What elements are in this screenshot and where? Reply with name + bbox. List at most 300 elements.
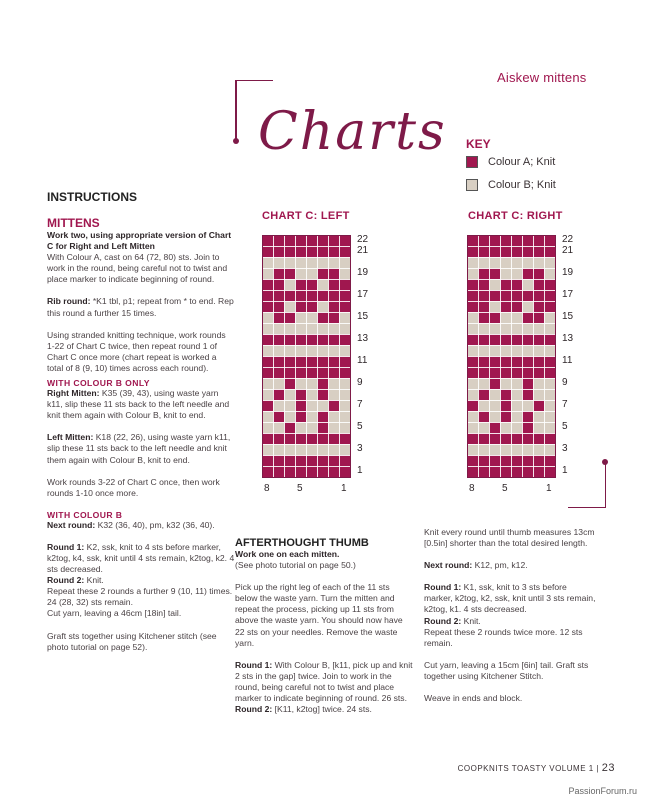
chart-cell [307, 280, 318, 291]
chart-cell [307, 423, 318, 434]
chart-cell [274, 324, 285, 335]
chart-cell [468, 335, 479, 346]
chart-cell [329, 401, 340, 412]
chart-cell [479, 269, 490, 280]
chart-row-label: 1 [562, 465, 568, 476]
chart-cell [263, 280, 274, 291]
chart-cell [545, 269, 556, 280]
chart-cell [296, 379, 307, 390]
chart-cell [307, 445, 318, 456]
chart-cell [296, 467, 307, 478]
chart-cell [340, 269, 351, 280]
chart-cell [490, 423, 501, 434]
chart-cell [523, 269, 534, 280]
next-text: K12, pm, k12. [472, 560, 528, 571]
chart-cell [340, 346, 351, 357]
chart-cell [501, 258, 512, 269]
chart-cell [263, 324, 274, 335]
paragraph: With Colour A, cast on 64 (72, 80) sts. Join to work in the round, being careful not to twist and place marker to indicate beginning of round. [47, 252, 228, 285]
chart-cell [285, 357, 296, 368]
chart-cell [468, 401, 479, 412]
chart-cell [545, 258, 556, 269]
key-label: Colour B; Knit [488, 179, 556, 191]
paragraph: Cut yarn, leaving a 15cm [6in] tail. Graft sts together using Kitchener Stitch. [424, 659, 589, 681]
chart-cell [263, 368, 274, 379]
chart-cell [274, 423, 285, 434]
corner-line-horizontal-br [568, 507, 606, 508]
chart-cell [340, 258, 351, 269]
chart-cell [523, 445, 534, 456]
chart-cell [512, 379, 523, 390]
right-text: K35 (39, 43), using waste yarn k11, slip these 11 sts back to the left needle and knit them again with Colour B, knit to end. [47, 388, 230, 421]
chart-cell [263, 423, 274, 434]
chart-cell [490, 291, 501, 302]
round-label: Round 2: [235, 704, 273, 715]
chart-cell [512, 412, 523, 423]
chart-cell [285, 269, 296, 280]
chart-cell [296, 434, 307, 445]
chart-cell [296, 236, 307, 247]
thumb-subtitle [235, 549, 413, 571]
chart-right-title: CHART C: RIGHT [468, 210, 563, 222]
chart-cell [274, 434, 285, 445]
chart-cell [479, 335, 490, 346]
thumb-heading: AFTERTHOUGHT THUMB [235, 537, 369, 549]
intro-text [47, 230, 235, 285]
round-text: With Colour B, [k11, pick up and knit 2 sts in the gap] twice. Join to work in the round, being careful not to twist and place marker to indicate beginning of round. 26 sts. [235, 659, 413, 704]
chart-cell [501, 379, 512, 390]
chart-cell [318, 467, 329, 478]
chart-cell [318, 280, 329, 291]
chart-cell [468, 258, 479, 269]
left-text: K18 (22, 26), using waste yarn k11, slip these 11 sts back to the left needle and knit them again with Colour B, knit to end. [47, 432, 231, 465]
chart-cell [512, 258, 523, 269]
watermark: PassionForum.ru [568, 786, 637, 796]
chart-cell [490, 357, 501, 368]
chart-cell [534, 379, 545, 390]
chart-cell [490, 456, 501, 467]
chart-cell [512, 423, 523, 434]
chart-cell [263, 456, 274, 467]
chart-cell [285, 236, 296, 247]
round-text: Knit. [461, 615, 481, 626]
chart-cell [490, 324, 501, 335]
paragraph: Knit every round until thumb measures 13cm [0.5in] shorter than the total desired length. [424, 527, 595, 549]
chart-cell [545, 346, 556, 357]
chart-cell [274, 313, 285, 324]
chart-cell [490, 346, 501, 357]
chart-cell [468, 368, 479, 379]
chart-cell [501, 412, 512, 423]
chart-cell [501, 291, 512, 302]
chart-cell [329, 247, 340, 258]
chart-row-label: 5 [562, 421, 568, 432]
chart-col-label: 5 [297, 483, 303, 494]
chart-cell [307, 291, 318, 302]
chart-cell [545, 445, 556, 456]
chart-cell [296, 269, 307, 280]
chart-cell [285, 302, 296, 313]
chart-cell [479, 291, 490, 302]
chart-cell [307, 412, 318, 423]
chart-cell [296, 346, 307, 357]
chart-cell [501, 269, 512, 280]
chart-cell [490, 335, 501, 346]
chart-cell [274, 247, 285, 258]
chart-cell [307, 357, 318, 368]
chart-cell [274, 280, 285, 291]
chart-cell [296, 280, 307, 291]
left-mitten [47, 432, 235, 465]
chart-cell [318, 357, 329, 368]
chart-cell [479, 258, 490, 269]
chart-cell [534, 313, 545, 324]
chart-cell [263, 467, 274, 478]
chart-cell [318, 434, 329, 445]
chart-cell [263, 269, 274, 280]
round-text: [K11, k2tog] twice. 24 sts. [272, 704, 372, 715]
chart-cell [545, 412, 556, 423]
chart-cell [479, 346, 490, 357]
chart-cell [274, 401, 285, 412]
chart-cell [296, 247, 307, 258]
footer-separator: | [596, 764, 600, 773]
thumb-continued-column [424, 527, 596, 704]
chart-cell [340, 412, 351, 423]
chart-cell [274, 335, 285, 346]
chart-cell [285, 467, 296, 478]
chart-cell [296, 335, 307, 346]
chart-cell [523, 247, 534, 258]
corner-line-horizontal [235, 80, 273, 81]
chart-cell [523, 357, 534, 368]
round-text: K2, ssk, knit to 4 sts before marker, k2tog, k4, ssk, knit until 4 sts remain, k2tog, k2. 4 sts decreased. [47, 541, 235, 575]
chart-cell [329, 346, 340, 357]
chart-row-label: 9 [357, 377, 363, 388]
chart-cell [534, 357, 545, 368]
chart-cell [523, 291, 534, 302]
chart-cell [512, 291, 523, 302]
chart-cell [523, 236, 534, 247]
round-1 [47, 542, 235, 575]
chart-cell [468, 313, 479, 324]
chart-cell [318, 445, 329, 456]
chart-cell [263, 236, 274, 247]
chart-cell [490, 247, 501, 258]
key-label: Colour A; Knit [488, 156, 556, 168]
chart-cell [545, 280, 556, 291]
chart-cell [490, 236, 501, 247]
chart-cell [296, 412, 307, 423]
chart-cell [263, 247, 274, 258]
chart-cell [523, 434, 534, 445]
chart-cell [534, 324, 545, 335]
chart-cell [296, 423, 307, 434]
chart-row-label: 15 [357, 311, 369, 322]
chart-row-label: 22 [562, 234, 574, 245]
chart-cell [307, 236, 318, 247]
chart-cell [468, 423, 479, 434]
chart-cell [490, 390, 501, 401]
round-2 [47, 575, 235, 586]
colour-a-swatch [466, 156, 478, 168]
chart-col-label: 8 [264, 483, 270, 494]
chart-cell [329, 236, 340, 247]
chart-cell [318, 401, 329, 412]
chart-cell [296, 401, 307, 412]
chart-cell [501, 456, 512, 467]
chart-cell [523, 302, 534, 313]
chart-cell [285, 280, 296, 291]
chart-cell [512, 335, 523, 346]
chart-cell [318, 346, 329, 357]
chart-left-grid [262, 235, 351, 478]
chart-cell [318, 368, 329, 379]
chart-cell [274, 368, 285, 379]
chart-cell [329, 379, 340, 390]
chart-cell [534, 412, 545, 423]
chart-cell [329, 456, 340, 467]
chart-cell [274, 269, 285, 280]
chart-cell [263, 445, 274, 456]
chart-cell [523, 368, 534, 379]
chart-row-label: 21 [357, 245, 369, 256]
next-round [424, 560, 596, 571]
chart-cell [512, 247, 523, 258]
chart-cell [534, 346, 545, 357]
chart-cell [523, 335, 534, 346]
chart-cell [307, 313, 318, 324]
chart-cell [512, 445, 523, 456]
chart-cell [318, 236, 329, 247]
chart-cell [296, 313, 307, 324]
chart-cell [545, 456, 556, 467]
chart-cell [296, 258, 307, 269]
chart-cell [468, 456, 479, 467]
chart-cell [285, 368, 296, 379]
chart-cell [329, 324, 340, 335]
chart-row-label: 9 [562, 377, 568, 388]
round-label: Round 1: [424, 582, 462, 593]
chart-cell [534, 302, 545, 313]
chart-cell [307, 346, 318, 357]
chart-cell [501, 445, 512, 456]
page-footer [458, 762, 615, 774]
chart-cell [512, 346, 523, 357]
chart-cell [285, 423, 296, 434]
chart-cell [274, 258, 285, 269]
chart-cell [318, 269, 329, 280]
round-label: Round 2: [424, 615, 462, 626]
chart-cell [479, 412, 490, 423]
thumb-column [235, 537, 413, 715]
chart-cell [285, 390, 296, 401]
chart-cell [318, 379, 329, 390]
chart-cell [545, 434, 556, 445]
chart-cell [329, 390, 340, 401]
chart-cell [329, 445, 340, 456]
chart-cell [512, 280, 523, 291]
chart-cell [468, 357, 479, 368]
chart-cell [545, 291, 556, 302]
chart-cell [318, 423, 329, 434]
chart-cell [468, 302, 479, 313]
chart-cell [263, 434, 274, 445]
chart-cell [263, 335, 274, 346]
paragraph: Graft sts together using Kitchener stitch (see photo tutorial on page 52). [47, 630, 217, 652]
chart-cell [329, 368, 340, 379]
round-label: Round 1: [47, 541, 85, 552]
chart-cell [285, 379, 296, 390]
round-2 [235, 704, 413, 715]
next-round [47, 520, 235, 531]
chart-cell [263, 401, 274, 412]
chart-cell [307, 467, 318, 478]
chart-cell [501, 357, 512, 368]
chart-cell [501, 423, 512, 434]
chart-cell [318, 335, 329, 346]
chart-row-label: 1 [357, 465, 363, 476]
chart-col-label: 1 [341, 483, 347, 494]
right-label: Right Mitten: [47, 388, 100, 399]
chart-cell [545, 335, 556, 346]
chart-cell [274, 390, 285, 401]
paragraph: Repeat these 2 rounds a further 9 (10, 11) times. 24 (28, 32) sts remain. [47, 586, 233, 608]
chart-row-label: 11 [562, 355, 573, 366]
chart-cell [479, 456, 490, 467]
instructions-column [47, 190, 235, 653]
chart-cell [545, 324, 556, 335]
chart-cell [534, 368, 545, 379]
chart-cell [534, 423, 545, 434]
chart-cell [534, 291, 545, 302]
chart-cell [501, 434, 512, 445]
chart-cell [307, 401, 318, 412]
chart-cell [501, 390, 512, 401]
round-1 [424, 582, 596, 615]
chart-cell [545, 357, 556, 368]
chart-cell [523, 390, 534, 401]
chart-cell [490, 269, 501, 280]
next-text: K32 (36, 40), pm, k32 (36, 40). [95, 519, 215, 530]
chart-cell [468, 236, 479, 247]
chart-cell [307, 258, 318, 269]
paragraph: Pick up the right leg of each of the 11 sts below the waste yarn. Turn the mitten and repeat the process, picking up 11 sts from above the waste yarn. You should now have 22 sts on your needles. Remove the waste yarn. [235, 582, 403, 648]
chart-cell [285, 313, 296, 324]
chart-cell [285, 258, 296, 269]
chart-cell [512, 357, 523, 368]
chart-cell [512, 269, 523, 280]
chart-cell [274, 379, 285, 390]
chart-cell [296, 324, 307, 335]
chart-cell [523, 379, 534, 390]
chart-row-label: 19 [357, 267, 369, 278]
chart-cell [263, 302, 274, 313]
chart-cell [534, 236, 545, 247]
chart-cell [263, 258, 274, 269]
chart-cell [490, 445, 501, 456]
chart-cell [296, 390, 307, 401]
chart-row-label: 19 [562, 267, 574, 278]
chart-cell [523, 313, 534, 324]
chart-cell [479, 379, 490, 390]
chart-cell [318, 412, 329, 423]
page-heading: Charts [258, 102, 447, 162]
chart-cell [501, 401, 512, 412]
chart-cell [468, 269, 479, 280]
chart-cell [479, 357, 490, 368]
chart-cell [318, 258, 329, 269]
chart-cell [479, 324, 490, 335]
chart-row-label: 15 [562, 311, 574, 322]
chart-cell [263, 379, 274, 390]
chart-cell [545, 247, 556, 258]
chart-cell [274, 412, 285, 423]
chart-cell [468, 445, 479, 456]
chart-row-label: 17 [562, 289, 574, 300]
chart-cell [318, 456, 329, 467]
chart-cell [545, 423, 556, 434]
chart-cell [523, 456, 534, 467]
chart-cell [340, 467, 351, 478]
chart-row-label: 11 [357, 355, 368, 366]
chart-cell [468, 324, 479, 335]
chart-cell [318, 302, 329, 313]
chart-cell [329, 291, 340, 302]
chart-cell [501, 313, 512, 324]
chart-cell [318, 291, 329, 302]
chart-cell [479, 313, 490, 324]
chart-cell [263, 390, 274, 401]
chart-cell [490, 467, 501, 478]
chart-cell [501, 302, 512, 313]
chart-cell [274, 456, 285, 467]
chart-cell [340, 357, 351, 368]
chart-cell [468, 346, 479, 357]
round-text: Knit. [84, 575, 104, 586]
chart-cell [523, 423, 534, 434]
chart-cell [534, 467, 545, 478]
chart-cell [263, 412, 274, 423]
corner-line-vertical-br [605, 462, 606, 508]
pattern-title: Aiskew mittens [497, 70, 587, 85]
chart-cell [512, 236, 523, 247]
chart-cell [545, 390, 556, 401]
chart-cell [340, 335, 351, 346]
chart-cell [285, 434, 296, 445]
chart-cell [296, 445, 307, 456]
paragraph: Cut yarn, leaving a 46cm [18in] tail. [47, 608, 182, 619]
chart-cell [501, 346, 512, 357]
thumb-sub-bold: Work one on each mitten. [235, 549, 340, 559]
chart-cell [340, 236, 351, 247]
chart-cell [329, 335, 340, 346]
corner-dot [233, 138, 239, 144]
chart-cell [534, 269, 545, 280]
chart-cell [307, 269, 318, 280]
chart-row-label: 13 [562, 333, 574, 344]
chart-cell [329, 258, 340, 269]
chart-left-title: CHART C: LEFT [262, 210, 350, 222]
round-1 [235, 660, 413, 704]
chart-cell [329, 357, 340, 368]
chart-cell [534, 258, 545, 269]
corner-dot-br [602, 459, 608, 465]
chart-cell [285, 324, 296, 335]
chart-cell [285, 456, 296, 467]
magazine-name: COOPKNITS TOASTY VOLUME 1 [457, 764, 594, 773]
chart-cell [545, 379, 556, 390]
